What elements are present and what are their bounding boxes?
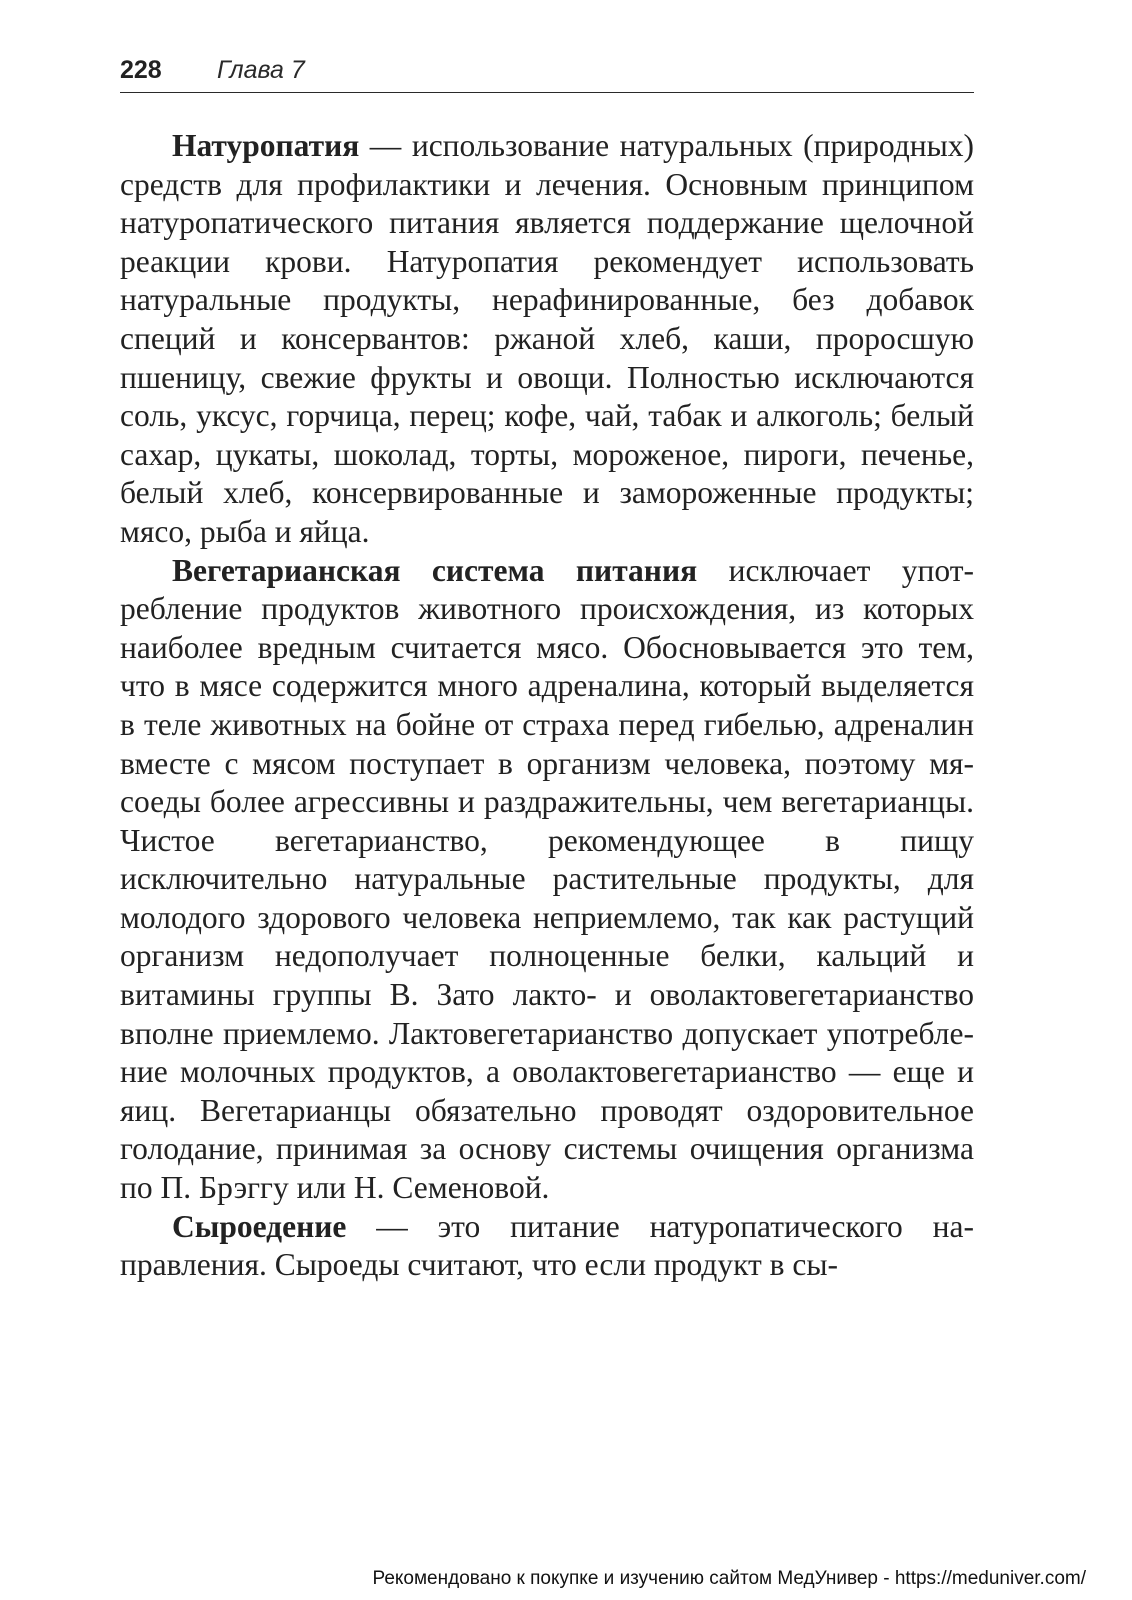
term-raw-food: Сыроедение	[172, 1208, 347, 1244]
term-naturopathy: Натуропатия	[172, 128, 360, 163]
paragraph-text: — это питание натуропатического направления. Сыроеды считают, что если продукт в сы-	[120, 1208, 974, 1283]
footer-watermark: Рекомендовано к покупке и изучению сайтом МедУнивер - https://meduniver.com/	[372, 1568, 1086, 1589]
page-number: 228	[120, 56, 162, 84]
paragraph-text: — использование натуральных (природных) средств для профилактики и лечения. Основным принципом натуропатического питания является поддержание щелочной реакции крови. Натуропатия рекомендует использовать натуральные продукты, нерафинированные, без добавок специй и консервантов: ржаной хлеб, каши, проросшую пшеницу, свежие фрукты и овощи. Полностью исключаются соль, уксус, горчица, перец; кофе, чай, табак и алкоголь; белый сахар, цукаты, шоколад, торты, мороженое, пироги, печенье, белый хлеб, консервированные и замороженные продукты; мясо, рыба и яйца.	[120, 128, 974, 549]
paragraph-raw-food	[120, 1208, 974, 1285]
body-text	[120, 127, 974, 1285]
paragraph-text: исключает употребление продуктов животного происхождения, из которых наиболее вредным считается мясо. Обосновывается это тем, что в мясе содержится много адреналина, который выделяется в теле животных на бойне от страха перед гибелью, адреналин вместе с мясом поступает в организм человека, поэтому мясоеды более агрессивны и раздражительны, чем вегетарианцы. Чистое вегетарианство, рекомендующее в пищу исключительно натуральные растительные продукты, для молодого здорового человека неприемлемо, так как растущий организм недополучает полноценные белки, кальций и витамины группы В. Зато лакто- и оволактовегетарианство вполне приемлемо. Лактовегетарианство допускает употребление молочных продуктов, а оволактовегетарианство — еще и яиц. Вегетарианцы обязательно проводят оздоровительное голодание, принимая за основу системы очищения организма по П. Брэггу или Н. Семеновой.	[120, 552, 974, 1206]
paragraph-naturopathy	[120, 127, 974, 552]
running-header	[120, 52, 974, 93]
chapter-title: Глава 7	[217, 56, 305, 84]
term-vegetarian-system: Вегетарианская система питания	[172, 552, 698, 588]
paragraph-vegetarian	[120, 552, 974, 1208]
